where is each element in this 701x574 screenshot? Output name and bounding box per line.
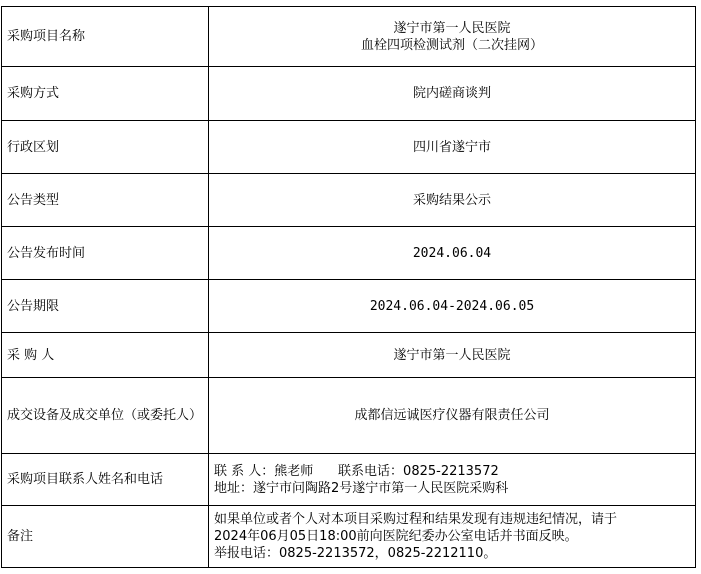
row-winner	[2, 378, 696, 454]
purchaser-label: 采 购 人	[2, 333, 209, 378]
remarks-line3: 举报电话：0825-2213572，0825-2212110。	[214, 546, 497, 561]
contact-label: 采购项目联系人姓名和电话	[2, 454, 209, 506]
winner-label: 成交设备及成交单位（或委托人）	[2, 378, 209, 454]
region-value: 四川省遂宁市	[209, 121, 696, 174]
publish-time-value: 2024.06.04	[209, 227, 696, 280]
project-name-label: 采购项目名称	[2, 7, 209, 67]
row-period	[2, 280, 696, 333]
row-purchaser	[2, 333, 696, 378]
remarks-line2: 2024年06月05日18:00前向医院纪委办公室电话并书面反映。	[214, 529, 578, 544]
row-remarks	[2, 506, 696, 568]
procurement-notice-table	[1, 6, 696, 568]
region-label: 行政区划	[2, 121, 209, 174]
remarks-label: 备注	[2, 506, 209, 568]
contact-line2: 地址：遂宁市问陶路2号遂宁市第一人民医院采购科	[214, 480, 509, 496]
row-notice-type	[2, 174, 696, 227]
project-name-value	[209, 7, 696, 67]
notice-type-value: 采购结果公示	[209, 174, 696, 227]
notice-type-label: 公告类型	[2, 174, 209, 227]
row-region	[2, 121, 696, 174]
publish-time-label: 公告发布时间	[2, 227, 209, 280]
row-contact	[2, 454, 696, 506]
remarks-line1: 如果单位或者个人对本项目采购过程和结果发现有违规违纪情况，请于	[214, 512, 618, 527]
row-method	[2, 67, 696, 121]
contact-value	[209, 454, 696, 506]
remarks-value	[209, 506, 696, 568]
purchaser-value: 遂宁市第一人民医院	[209, 333, 696, 378]
method-value: 院内磋商谈判	[209, 67, 696, 121]
contact-line1: 联 系 人：熊老师 联系电话：0825-2213572	[214, 463, 499, 479]
period-value: 2024.06.04-2024.06.05	[209, 280, 696, 333]
winner-value: 成都信远诚医疗仪器有限责任公司	[209, 378, 696, 454]
row-project-name	[2, 7, 696, 67]
project-name-line2: 血栓四项检测试剂（二次挂网）	[360, 37, 543, 53]
method-label: 采购方式	[2, 67, 209, 121]
row-publish-time	[2, 227, 696, 280]
project-name-line1: 遂宁市第一人民医院	[393, 20, 511, 36]
period-label: 公告期限	[2, 280, 209, 333]
